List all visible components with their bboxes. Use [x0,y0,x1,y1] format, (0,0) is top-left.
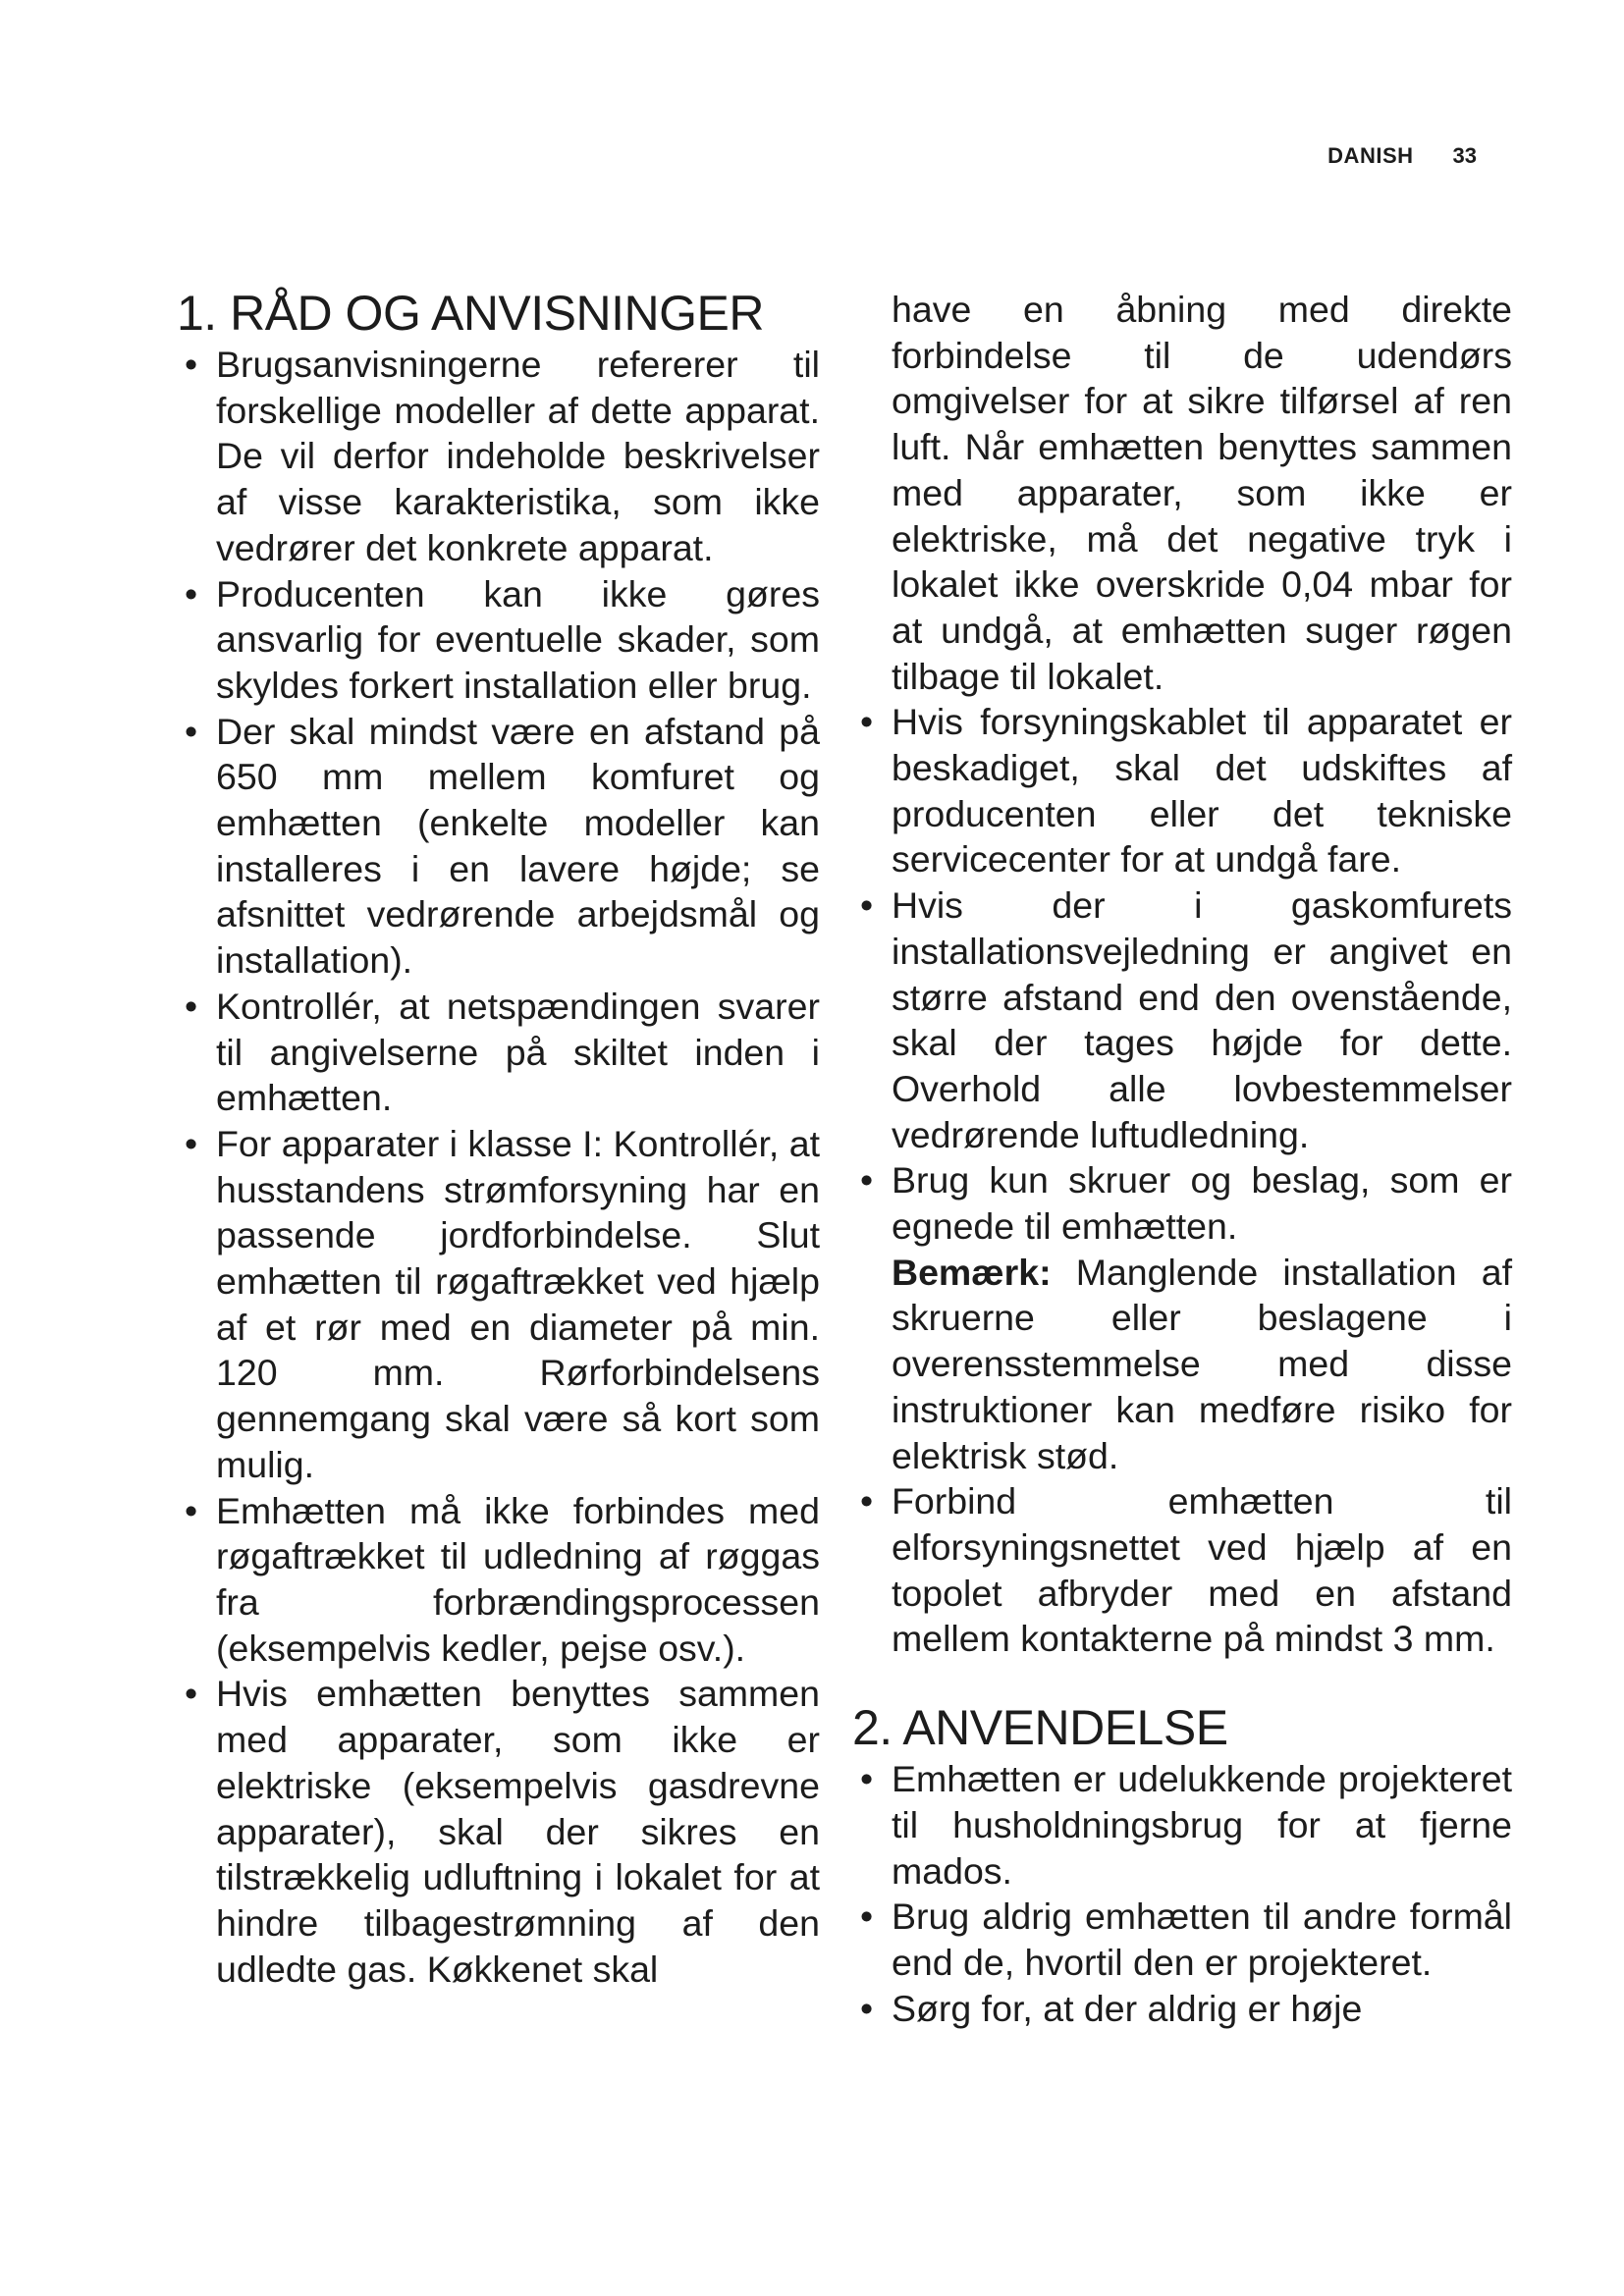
note-label: Bemærk: [892,1251,1052,1293]
section-1-list-continued [852,699,1512,1662]
note-text: Manglende installation af skruerne eller beslagene i overensstemmelse med disse instruktioner kan medføre risiko for elektrisk stød. [892,1251,1512,1476]
list-item: • Emhætten må ikke forbindes med røgaftrækket til udledning af røggas fra forbrændingsprocessen (eksempelvis kedler, pejse osv.). [177,1488,820,1672]
list-item: • Sørg for, at der aldrig er høje [852,1986,1512,2032]
continued-paragraph: have en åbning med direkte forbindelse til de udendørs omgivelser for at sikre tilførsel af ren luft. Når emhætten benyttes sammen med apparater, som ikke er elektriske, må det negative tryk i lokalet ikke overskride 0,04 mbar for at undgå, at emhætten suger røgen tilbage til lokalet. [892,289,1512,697]
list-item: • Brugsanvisningerne refererer til forskellige modeller af dette apparat. De vil derfor indeholde beskrivelser af visse karakteristika, som ikke vedrører det konkrete apparat. [177,342,820,571]
section-1-title: 1. RÅD OG ANVISNINGER [177,286,764,341]
section-2-list [852,1756,1512,2031]
section-1-list [177,342,820,1992]
list-item [852,1157,1512,1478]
list-item: • Der skal mindst være en afstand på 650 mm mellem komfuret og emhætten (enkelte modeller kan installeres i en lavere højde; se afsnittet vedrørende arbejdsmål og installation). [177,709,820,984]
list-item: • Forbind emhætten til elforsyningsnettet ved hjælp af en topolet afbryder med en afstand mellem kontakterne på mindst 3 mm. [852,1478,1512,1662]
list-item: • Kontrollér, at netspændingen svarer til angivelserne på skiltet inden i emhætten. [177,984,820,1121]
note [892,1250,1512,1479]
list-item: • For apparater i klasse I: Kontrollér, at husstandens strømforsyning har en passende jordforbindelse. Slut emhætten til røgaftrækket ved hjælp af et rør med en diameter på min. 120 mm. Rørforbindelsens gennemgang skal være så kort som mulig. [177,1121,820,1488]
list-item: • Brug aldrig emhætten til andre formål end de, hvortil den er projekteret. [852,1894,1512,1985]
page-number: 33 [1452,143,1477,168]
list-item-text: Brug kun skruer og beslag, som er egnede til emhætten. [892,1159,1512,1248]
list-item: • Producenten kan ikke gøres ansvarlig for eventuelle skader, som skyldes forkert installation eller brug. [177,571,820,709]
list-item: • Emhætten er udelukkende projekteret til husholdningsbrug for at fjerne mados. [852,1756,1512,1894]
list-item: • Hvis der i gaskomfurets installationsvejledning er angivet en større afstand end den ovenstående, skal der tages højde for dette. Overhold alle lovbestemmelser vedrørende luftudledning. [852,882,1512,1157]
language-label: DANISH [1327,143,1414,168]
section-2-title: 2. ANVENDELSE [852,1700,1228,1756]
left-column [177,287,820,1992]
list-item: • Hvis emhætten benyttes sammen med apparater, som ikke er elektriske (eksempelvis gasdrevne apparater), skal der sikres en tilstrækkelig udluftning i lokalet for at hindre tilbagestrømning af den udledte gas. Køkkenet skal [177,1671,820,1992]
right-column [852,287,1512,2031]
page-header [1327,143,1477,169]
list-item: • Hvis forsyningskablet til apparatet er beskadiget, skal det udskiftes af producenten eller det tekniske servicecenter for at undgå fare. [852,699,1512,882]
